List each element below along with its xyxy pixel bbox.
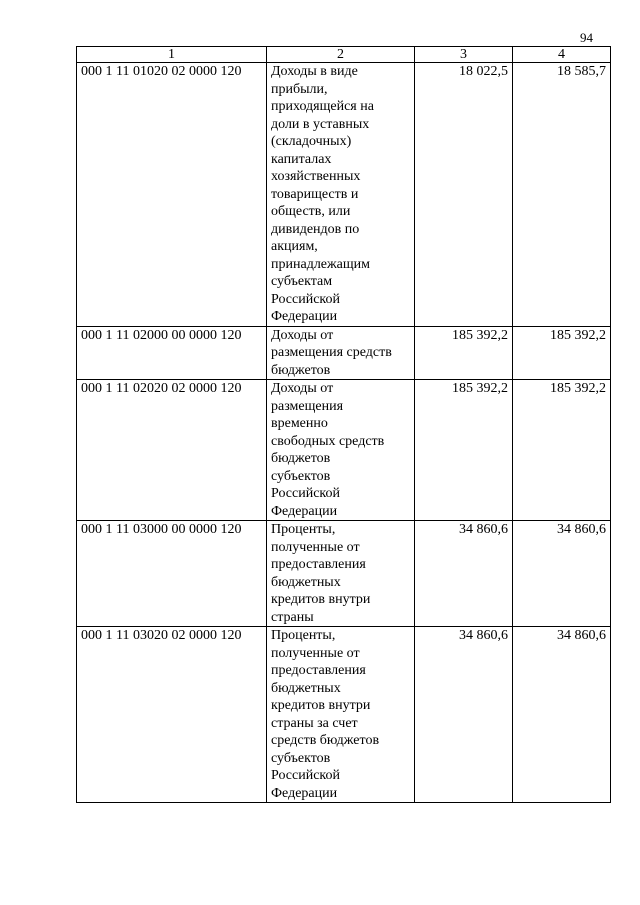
row-value-col4: 185 392,2 [513,380,611,521]
row-name-line: Федерации [271,503,338,519]
row-name-line: страны за счет [271,715,358,731]
row-name-line: бюджетов [271,451,331,466]
row-code: 000 1 11 02000 00 0000 120 [77,326,267,380]
row-name-line: средств бюджетов [271,733,380,748]
row-name-line: Федерации [271,309,338,324]
header-col-3: 3 [415,47,513,63]
row-name-line: полученные от [271,539,360,555]
row-name-line: кредитов внутри [271,592,371,607]
row-value-col3: 18 022,5 [415,63,513,327]
row-value-col4: 18 585,7 [513,63,611,327]
row-value-col3: 185 392,2 [415,326,513,380]
header-row [77,47,611,63]
table-body [77,63,611,803]
table-row [77,627,611,803]
row-name-line: Проценты, [271,628,336,643]
row-name-line: Федерации [271,785,338,801]
row-name-line: субъектов [271,750,331,766]
row-name [267,521,415,627]
row-code: 000 1 11 03020 02 0000 120 [77,627,267,803]
row-name-line: прибыли, [271,81,328,97]
table-row [77,326,611,380]
row-name-line: субъектов [271,468,331,484]
row-name-line: страны [271,609,314,625]
row-value-col3: 34 860,6 [415,627,513,803]
row-name-line: Российской [271,768,340,783]
row-name-line: хозяйственных [271,169,361,184]
table-row [77,380,611,521]
row-name-line: Российской [271,486,340,501]
row-value-col4: 34 860,6 [513,521,611,627]
header-col-1: 1 [77,47,267,63]
header-col-2: 2 [267,47,415,63]
row-name-line: субъектам [271,274,333,289]
row-code: 000 1 11 02020 02 0000 120 [77,380,267,521]
row-name-line: Доходы в виде [271,64,358,79]
revenue-table [76,46,611,803]
row-name [267,627,415,803]
row-name-line: предоставления [271,557,366,572]
row-code: 000 1 11 01020 02 0000 120 [77,63,267,327]
row-code: 000 1 11 03000 00 0000 120 [77,521,267,627]
row-name-line: размещения [271,398,344,414]
page-number: 94 [580,30,593,45]
row-name-line: доли в уставных [271,116,370,132]
row-name-line: предоставления [271,663,366,678]
row-name-line: бюджетных [271,574,341,590]
row-name-line: свободных средств [271,433,385,449]
row-name-line: (складочных) [271,134,352,149]
row-name [267,326,415,380]
row-name-line: обществ, или [271,204,351,219]
row-value-col3: 185 392,2 [415,380,513,521]
row-name-line: товариществ и [271,186,359,202]
row-name-line: акциям, [271,239,318,254]
row-name-line: размещения средств [271,345,392,360]
row-name [267,63,415,327]
header-col-4: 4 [513,47,611,63]
row-name-line: временно [271,416,328,431]
row-name-line: Доходы от [271,327,334,343]
table-row [77,521,611,627]
row-name-line: принадлежащим [271,256,371,272]
row-name-line: дивидендов по [271,221,360,237]
row-name-line: полученные от [271,645,360,661]
row-name-line: кредитов внутри [271,698,371,713]
row-name-line: приходящейся на [271,99,374,114]
row-name-line: бюджетных [271,680,341,696]
table-header [77,47,611,63]
row-name-line: Российской [271,291,340,307]
row-value-col4: 34 860,6 [513,627,611,803]
row-value-col3: 34 860,6 [415,521,513,627]
row-name [267,380,415,521]
row-name-line: Проценты, [271,522,336,537]
table-row [77,63,611,327]
row-value-col4: 185 392,2 [513,326,611,380]
row-name-line: бюджетов [271,362,331,378]
row-name-line: Доходы от [271,381,334,396]
row-name-line: капиталах [271,151,332,167]
